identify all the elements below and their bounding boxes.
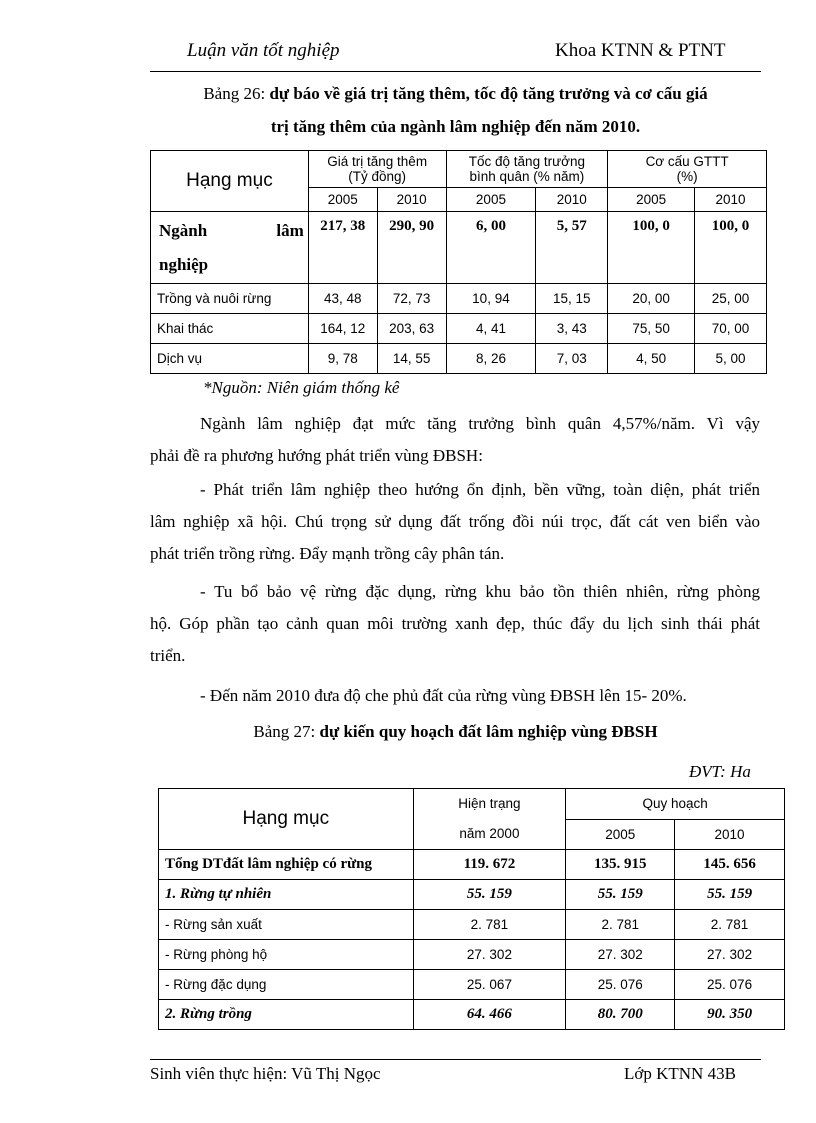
table26-total-cell: 5, 57 — [536, 212, 608, 284]
table27-cell: 145. 656 — [675, 850, 785, 880]
table27-head-current — [413, 789, 566, 850]
table27-row-name: Tổng DTđất lâm nghiệp có rừng — [159, 850, 414, 880]
table26-year: 2010 — [377, 188, 446, 212]
table27-cell: 25. 076 — [566, 970, 675, 1000]
table26-cell: 25, 00 — [695, 284, 767, 314]
table26-row-name: Dịch vụ — [151, 344, 309, 374]
table26-year: 2005 — [608, 188, 695, 212]
table26-cell: 5, 00 — [695, 344, 767, 374]
table26-cell: 75, 50 — [608, 314, 695, 344]
table27-cell: 27. 302 — [566, 940, 675, 970]
table26-total-word1: Ngành — [159, 221, 208, 240]
table27-cell: 64. 466 — [413, 1000, 566, 1030]
table27-cell: 2. 781 — [675, 910, 785, 940]
table26-cell: 72, 73 — [377, 284, 446, 314]
table27-cell: 135. 915 — [566, 850, 675, 880]
table27-cell: 80. 700 — [566, 1000, 675, 1030]
table27-cell: 119. 672 — [413, 850, 566, 880]
table26-total-cell: 6, 00 — [446, 212, 536, 284]
table27-caption — [150, 722, 761, 742]
table26-cell: 164, 12 — [308, 314, 377, 344]
table27-row — [159, 940, 785, 970]
table27-row — [159, 850, 785, 880]
table27-head-item: Hạng mục — [159, 789, 414, 850]
table27-head-plan: Quy hoạch — [566, 789, 785, 820]
paragraph-line: lâm nghiệp xã hội. Chú trọng sử dụng đất trống đồi núi trọc, đất cát ven biển vào — [150, 512, 760, 531]
footer-rule — [150, 1059, 761, 1060]
table26-cell: 4, 50 — [608, 344, 695, 374]
table27-cell: 27. 302 — [675, 940, 785, 970]
paragraph-line: phát triển trồng rừng. Đẩy mạnh trồng cây phân tán. — [150, 544, 505, 563]
paragraph-line: Ngành lâm nghiệp đạt mức tăng trưởng bình quân 4,57%/năm. Vì vậy — [200, 414, 760, 433]
table27-row — [159, 910, 785, 940]
table27-caption-title: dự kiến quy hoạch đất lâm nghiệp vùng ĐBSH — [319, 722, 658, 741]
table27-row-name: - Rừng đặc dụng — [159, 970, 414, 1000]
table27-cell: 90. 350 — [675, 1000, 785, 1030]
footer-right: Lớp KTNN 43B — [624, 1064, 736, 1083]
table26-year: 2005 — [446, 188, 536, 212]
table26-cell: 14, 55 — [377, 344, 446, 374]
table26-group1-line1: Giá trị tăng thêm — [327, 154, 428, 169]
table26-cell: 3, 43 — [536, 314, 608, 344]
table26-group3-line1: Cơ cấu GTTT — [645, 154, 729, 169]
table26-caption-title: dự báo về giá trị tăng thêm, tốc độ tăng trưởng và cơ cấu giá — [269, 84, 708, 103]
table26-cell: 203, 63 — [377, 314, 446, 344]
table26-cell: 70, 00 — [695, 314, 767, 344]
table27-cell: 55. 159 — [566, 880, 675, 910]
table26-cell: 15, 15 — [536, 284, 608, 314]
table26-cell: 7, 03 — [536, 344, 608, 374]
table27-cell: 2. 781 — [566, 910, 675, 940]
table26-group2-line2: bình quân (% năm) — [469, 169, 585, 184]
table26-caption-title-cont: trị tăng thêm của ngành lâm nghiệp đến năm 2010. — [270, 117, 641, 136]
paragraph-4 — [150, 680, 760, 712]
table26-total-row — [151, 212, 767, 284]
table27-cell: 25. 076 — [675, 970, 785, 1000]
table27-cell: 25. 067 — [413, 970, 566, 1000]
table27-cell: 55. 159 — [413, 880, 566, 910]
paragraph-line: hộ. Góp phần tạo cảnh quan môi trường xanh đẹp, thúc đẩy du lịch sinh thái phát — [150, 614, 760, 633]
table26-total-word2: lâm — [276, 221, 304, 240]
table26-head-group1 — [308, 151, 446, 188]
table27-row-name: - Rừng sản xuất — [159, 910, 414, 940]
paragraph-line: triển. — [150, 646, 186, 665]
table26-source: *Nguồn: Niên giám thống kê — [203, 378, 400, 397]
paragraph-1 — [150, 408, 760, 472]
table27-caption-prefix: Bảng 27: — [253, 722, 320, 741]
table26-caption-line2 — [150, 117, 761, 137]
table26-year: 2005 — [308, 188, 377, 212]
table-26 — [150, 150, 767, 374]
table26-cell: 20, 00 — [608, 284, 695, 314]
table27-head-current-line2: năm 2000 — [459, 826, 520, 841]
paragraph-line: - Tu bổ bảo vệ rừng đặc dụng, rừng khu bảo tồn thiên nhiên, rừng phòng — [200, 582, 760, 601]
table26-year: 2010 — [695, 188, 767, 212]
paragraph-line: phải đề ra phương hướng phát triển vùng ĐBSH: — [150, 446, 483, 465]
table-27 — [158, 788, 785, 1030]
paragraph-line: - Đến năm 2010 đưa độ che phủ đất của rừng vùng ĐBSH lên 15- 20%. — [200, 686, 687, 705]
table27-cell: 2. 781 — [413, 910, 566, 940]
table26-total-cell: 290, 90 — [377, 212, 446, 284]
table27-row-name: 1. Rừng tự nhiên — [159, 880, 414, 910]
table26-total-word3: nghiệp — [159, 255, 209, 274]
table26-group1-line2: (Tỷ đồng) — [348, 169, 407, 184]
table26-caption-line1 — [150, 84, 761, 104]
footer-left: Sinh viên thực hiện: Vũ Thị Ngọc — [150, 1064, 381, 1083]
table26-row — [151, 284, 767, 314]
table26-row — [151, 314, 767, 344]
table26-total-name — [151, 212, 309, 284]
table26-head-item: Hạng mục — [151, 151, 309, 212]
table27-row — [159, 970, 785, 1000]
table26-caption-prefix: Bảng 26: — [203, 84, 270, 103]
table26-cell: 10, 94 — [446, 284, 536, 314]
table27-row-name: 2. Rừng trồng — [159, 1000, 414, 1030]
table26-group3-line2: (%) — [676, 169, 698, 184]
table26-year: 2010 — [536, 188, 608, 212]
table27-row-name: - Rừng phòng hộ — [159, 940, 414, 970]
header-left: Luận văn tốt nghiệp — [187, 40, 340, 61]
table27-unit: ĐVT: Ha — [689, 762, 751, 781]
table26-cell: 8, 26 — [446, 344, 536, 374]
table26-head-group2 — [446, 151, 608, 188]
table27-row — [159, 880, 785, 910]
table26-group2-line1: Tốc độ tăng trưởng — [468, 154, 585, 169]
table27-year: 2010 — [675, 819, 785, 850]
table26-row-name: Khai thác — [151, 314, 309, 344]
table26-cell: 9, 78 — [308, 344, 377, 374]
table26-total-cell: 100, 0 — [608, 212, 695, 284]
header-right: Khoa KTNN & PTNT — [555, 40, 726, 61]
table26-total-cell: 100, 0 — [695, 212, 767, 284]
table26-cell: 4, 41 — [446, 314, 536, 344]
header-rule — [150, 71, 761, 72]
table26-cell: 43, 48 — [308, 284, 377, 314]
table26-total-cell: 217, 38 — [308, 212, 377, 284]
table26-head-group3 — [608, 151, 767, 188]
table27-row — [159, 1000, 785, 1030]
table27-year: 2005 — [566, 819, 675, 850]
paragraph-2 — [150, 474, 760, 570]
paragraph-line: - Phát triển lâm nghiệp theo hướng ổn định, bền vững, toàn diện, phát triển — [200, 480, 760, 499]
table27-cell: 27. 302 — [413, 940, 566, 970]
table26-row-name: Trồng và nuôi rừng — [151, 284, 309, 314]
table27-head-current-line1: Hiện trạng — [458, 796, 521, 811]
table26-row — [151, 344, 767, 374]
paragraph-3 — [150, 576, 760, 672]
table27-cell: 55. 159 — [675, 880, 785, 910]
